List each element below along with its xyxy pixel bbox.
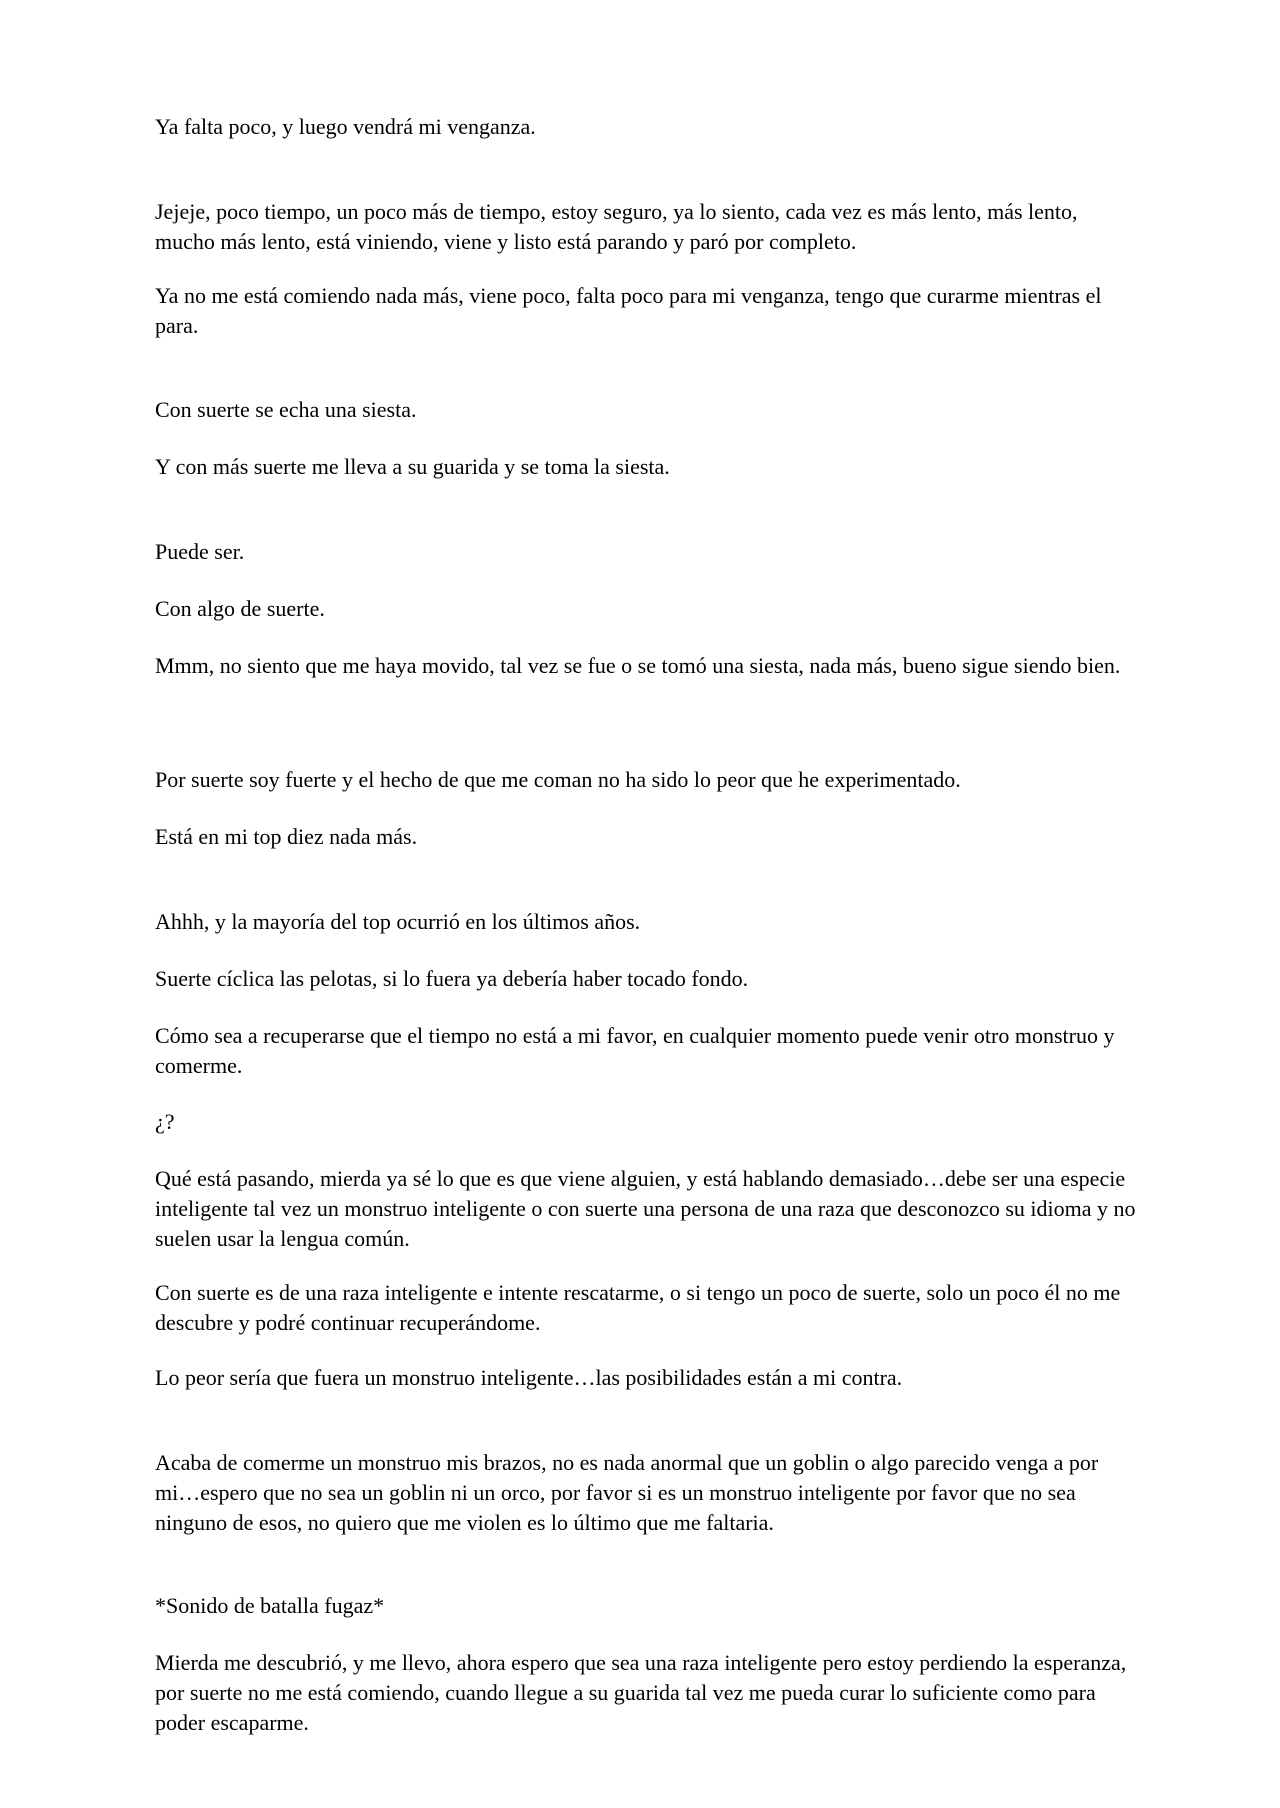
paragraph: Mmm, no siento que me haya movido, tal vez se fue o se tomó una siesta, nada más, bueno sigue siendo bien.: [155, 653, 1121, 678]
paragraph: Ya falta poco, y luego vendrá mi venganza.: [155, 114, 536, 139]
paragraph: Con suerte se echa una siesta.: [155, 397, 417, 422]
paragraph: Mierda me descubrió, y me llevo, ahora espero que sea una raza inteligente pero estoy perdiendo la esperanza, por suerte no me está comiendo, cuando llegue a su guarida tal vez me pueda curar lo suficiente como para poder escaparme.: [155, 1650, 1127, 1735]
paragraph: Jejeje, poco tiempo, un poco más de tiempo, estoy seguro, ya lo siento, cada vez es más lento, más lento, mucho más lento, está viniendo, viene y listo está parando y paró por completo.: [155, 199, 1078, 254]
paragraph: *Sonido de batalla fugaz*: [155, 1593, 385, 1618]
paragraph: Por suerte soy fuerte y el hecho de que me coman no ha sido lo peor que he experimentado.: [155, 767, 961, 792]
paragraph: Está en mi top diez nada más.: [155, 824, 418, 849]
paragraph: Ya no me está comiendo nada más, viene poco, falta poco para mi venganza, tengo que curarme mientras el para.: [155, 283, 1102, 338]
paragraph: Con suerte es de una raza inteligente e intente rescatarme, o si tengo un poco de suerte, solo un poco él no me descubre y podré continuar recuperándome.: [155, 1280, 1121, 1335]
paragraph: Lo peor sería que fuera un monstruo inteligente…las posibilidades están a mi contra.: [155, 1365, 903, 1390]
paragraph: Qué está pasando, mierda ya sé lo que es que viene alguien, y está hablando demasiado…debe ser una especie inteligente tal vez un monstruo inteligente o con suerte una persona de una raza que desconozco su idioma y no suelen usar la lengua común.: [155, 1166, 1136, 1251]
paragraph: Puede ser.: [155, 539, 245, 564]
paragraph: Cómo sea a recuperarse que el tiempo no está a mi favor, en cualquier momento puede venir otro monstruo y comerme.: [155, 1023, 1115, 1078]
paragraph: Ahhh, y la mayoría del top ocurrió en los últimos años.: [155, 909, 641, 934]
paragraph: Y con más suerte me lleva a su guarida y se toma la siesta.: [155, 454, 670, 479]
paragraph: ¿?: [155, 1109, 175, 1134]
paragraph: Suerte cíclica las pelotas, si lo fuera ya debería haber tocado fondo.: [155, 966, 749, 991]
paragraph: Acaba de comerme un monstruo mis brazos, no es nada anormal que un goblin o algo parecido venga a por mi…espero que no sea un goblin ni un orco, por favor si es un monstruo inteligente por favor que no sea ninguno de esos, no quiero que me violen es lo último que me faltaria.: [155, 1450, 1099, 1535]
paragraph: Con algo de suerte.: [155, 596, 325, 621]
